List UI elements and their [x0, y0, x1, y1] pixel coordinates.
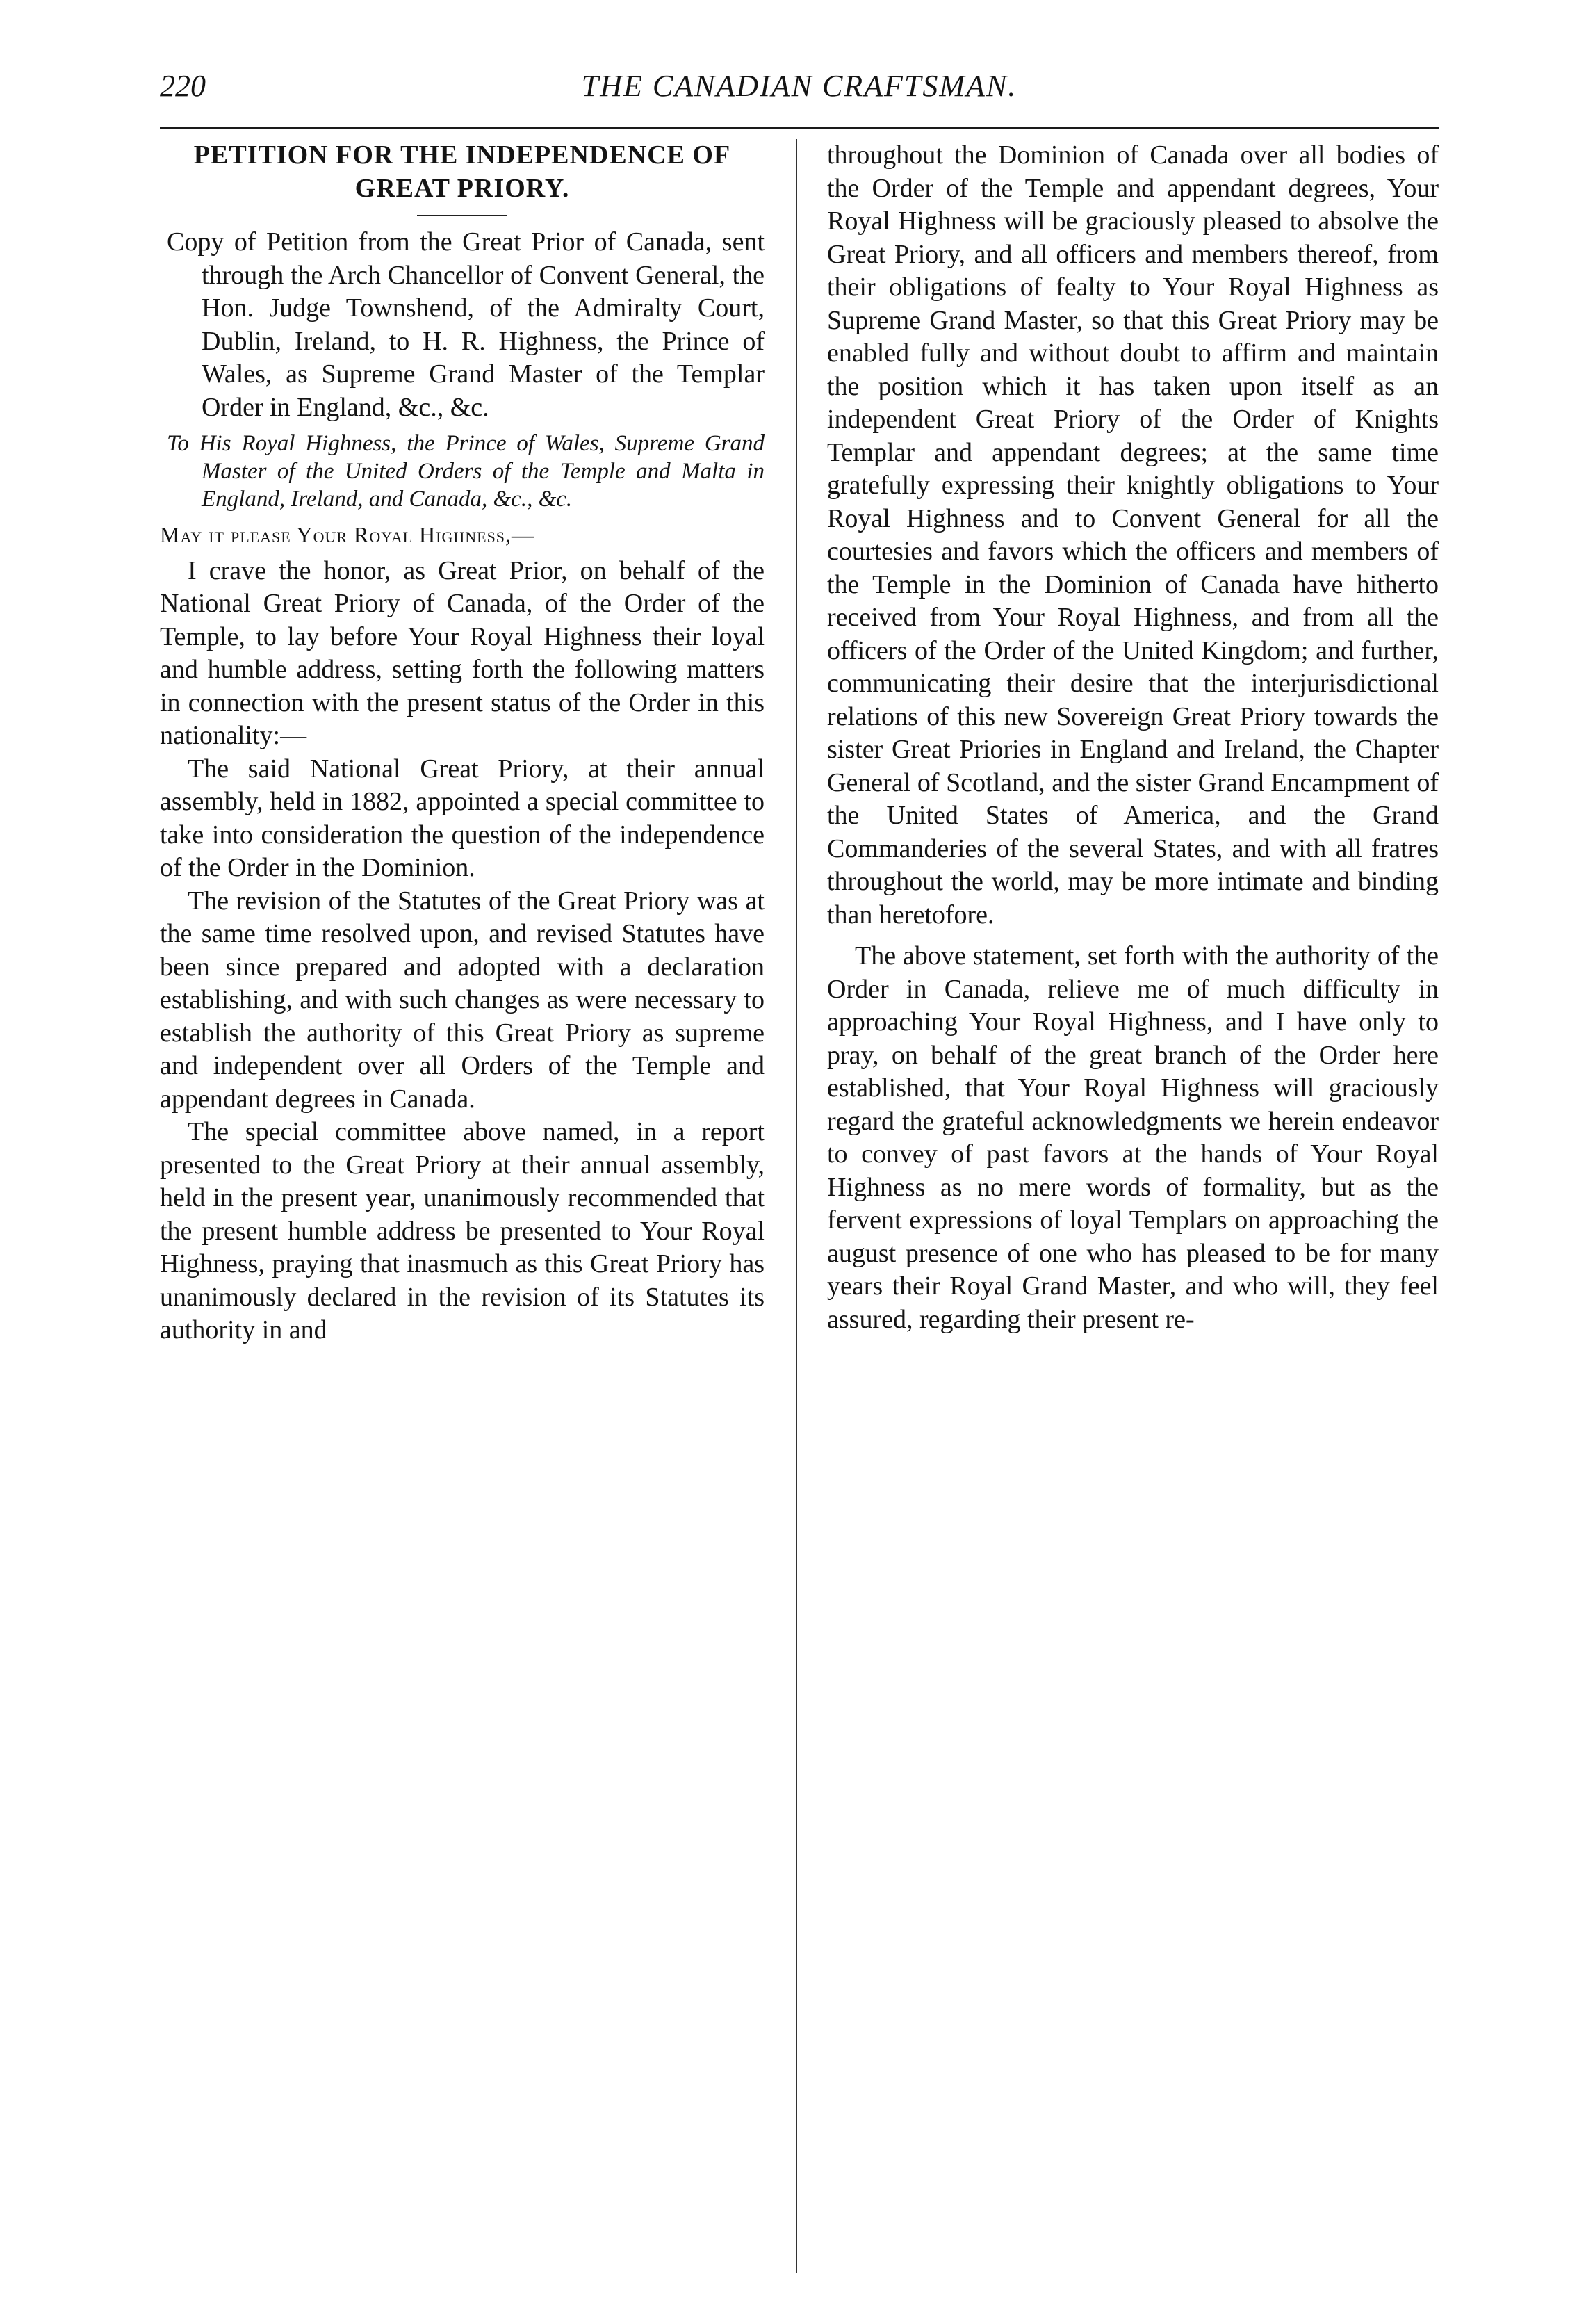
paragraph: The revision of the Statutes of the Great Priory was at the same time resolved upon, and revised Statutes have been since prepared and adopted with a declaration establishing, and with such changes as were necessary to establish the authority of this Great Priory as supreme and independent over all Orders of the Temple and appendant degrees in Canada.	[160, 886, 765, 1114]
paragraph: I crave the honor, as Great Prior, on behalf of the National Great Priory of Canada, of the Order of the Temple, to lay before Your Royal Highness their loyal and humble address, setting forth the following matters in connection with the present status of the Order in this nationality:—	[160, 555, 765, 750]
page-number: 220	[160, 69, 206, 103]
journal-title: THE CANADIAN CRAFTSMAN.	[581, 69, 1017, 103]
paragraph: The above statement, set forth with the authority of the Order in Canada, relieve me of much difficulty in approaching Your Royal Highness, and I have only to pray, on behalf of the great branch of the Order here established, that Your Royal Highness will graciously regard the grateful acknowledgments we herein endeavor to convey of past favors at the hands of Your Royal Highness as no mere words of formality, but as the fervent expressions of loyal Templars on approaching the august presence of one who has pleased to be for many years their Royal Grand Master, and who will, they feel assured, regarding their present re-	[827, 941, 1439, 1334]
paragraph: The special committee above named, in a report presented to the Great Priory at their annual assembly, held in the present year, unanimously recommended that the present humble address be presented to Your Royal Highness, praying that inasmuch as this Great Priory has unanimously declared in the revision of its Statutes its authority in and	[160, 1117, 765, 1344]
salutation: May it please Your Royal Highness,—	[160, 522, 535, 547]
paragraph: The said National Great Priory, at their annual assembly, held in 1882, appointed a special committee to take into consideration the question of the independence of the Order in the Dominion.	[160, 754, 765, 882]
article-intro: Copy of Petition from the Great Prior of Canada, sent through the Arch Chancellor of Convent General, the Hon. Judge Townshend, of the Admiralty Court, Dublin, Ireland, to H. R. Highness, the Prince of Wales, as Supreme Grand Master of the Templar Order in England, &c., &c.	[167, 227, 765, 422]
address-line: To His Royal Highness, the Prince of Wales, Supreme Grand Master of the United Orders of the Temple and Malta in England, Ireland, and Canada, &c., &c.	[167, 431, 765, 512]
left-column	[160, 139, 765, 1347]
title-rule	[417, 215, 507, 216]
paragraph: throughout the Dominion of Canada over all bodies of the Order of the Temple and appendant degrees, Your Royal Highness will be graciously pleased to absolve the Great Priory, and all officers and members thereof, from their obligations of fealty to Your Royal Highness as Supreme Grand Master, so that this Great Priory may be enabled fully and without doubt to affirm and maintain the position which it has taken upon itself as an independent Great Priory of the Order of Knights Templar and appendant degrees; at the same time gratefully expressing their knightly obligations to Your Royal Highness and to Convent General for all the courtesies and favors which the officers and members of the Temple in the Dominion of Canada have hitherto received from Your Royal Highness, and from all the officers of the Order of the United Kingdom; and further, communicating their desire that the interjurisdictional relations of this new Sovereign Great Priory towards the sister Great Priories in England and Ireland, the Chapter General of Scotland, and the sister Grand Encampment of the United States of America, and the Grand Commanderies of the several States, and with all fratres throughout the world, may be more intimate and binding than heretofore.	[827, 140, 1439, 929]
column-divider	[796, 139, 797, 2273]
header-rule	[160, 127, 1439, 129]
article-title: PETITION FOR THE INDEPENDENCE OF GREAT PRIORY.	[193, 140, 731, 203]
right-column	[827, 139, 1439, 1336]
page	[160, 63, 1439, 2287]
running-head	[160, 63, 1439, 118]
